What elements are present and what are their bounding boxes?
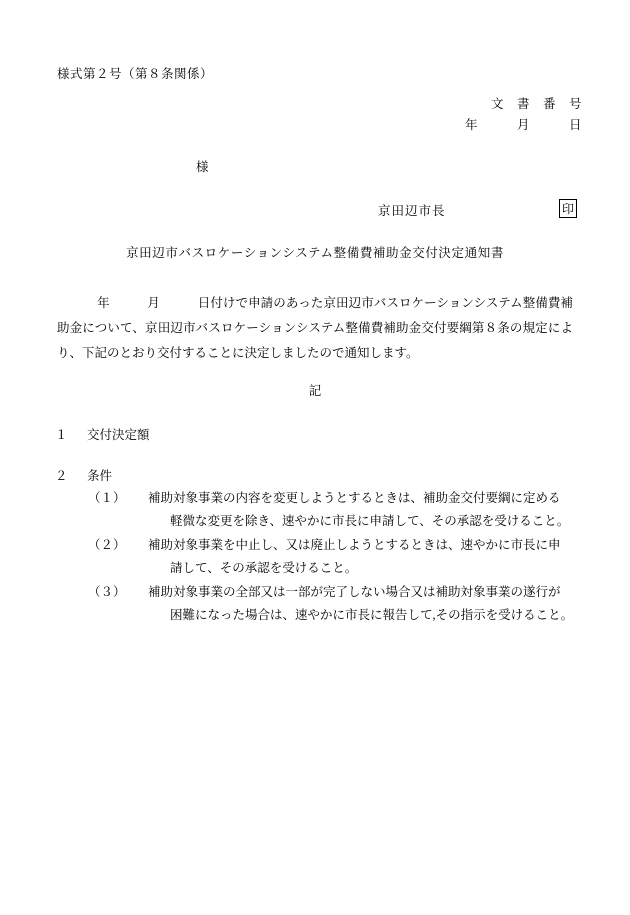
list-item	[88, 581, 578, 627]
list-item	[88, 487, 578, 533]
section-2-label: 条件	[87, 469, 113, 483]
condition-2-line-2: 請して、その承認を受けること。	[170, 561, 358, 575]
issuer-name: 京田辺市長	[378, 204, 446, 218]
addressee-line: 様	[196, 160, 209, 174]
body-paragraph-text: 年 月 日付けで申請のあった京田辺市バスロケーションシステム整備費補助金について、京田辺市バスロケーションシステム整備費補助金交付要綱第８条の規定により、下記のとおり交付することに決定しましたので通知します。	[57, 296, 573, 360]
condition-3-line-1: 補助対象事業の全部又は一部が完了しない場合又は補助対象事業の遂行が	[148, 585, 561, 599]
seal-stamp-icon: 印	[559, 199, 577, 218]
section-conditions	[55, 466, 112, 484]
section-grant-amount	[55, 425, 150, 443]
body-paragraph	[57, 291, 573, 366]
section-1-label: 交付決定額	[87, 428, 150, 442]
document-number-line: 文 書 番 号	[490, 97, 582, 111]
condition-3-marker: （３）	[88, 585, 126, 599]
list-item	[88, 534, 578, 580]
document-date-line: 年 月 日	[464, 118, 582, 132]
condition-1-line-1: 補助対象事業の内容を変更しようとするときは、補助金交付要綱に定める	[148, 491, 561, 505]
condition-3-body	[148, 581, 578, 627]
condition-1-body	[148, 487, 578, 533]
conditions-list	[88, 487, 578, 628]
condition-1-marker: （１）	[88, 491, 126, 505]
section-2-number: ２	[55, 469, 68, 483]
page-title: 京田辺市バスロケーションシステム整備費補助金交付決定通知書	[126, 246, 504, 260]
condition-2-body	[148, 534, 578, 580]
form-number: 様式第２号（第８条関係）	[57, 67, 214, 81]
condition-1-line-2: 軽微な変更を除き、速やかに市長に申請して、その承認を受けること。	[170, 514, 570, 528]
condition-3-line-2: 困難になった場合は、速やかに市長に報告して,その指示を受けること。	[170, 608, 574, 622]
section-1-number: １	[55, 428, 68, 442]
condition-2-marker: （２）	[88, 538, 126, 552]
condition-2-line-1: 補助対象事業を中止し、又は廃止しようとするときは、速やかに市長に申	[148, 538, 561, 552]
ki-marker: 記	[308, 384, 322, 398]
